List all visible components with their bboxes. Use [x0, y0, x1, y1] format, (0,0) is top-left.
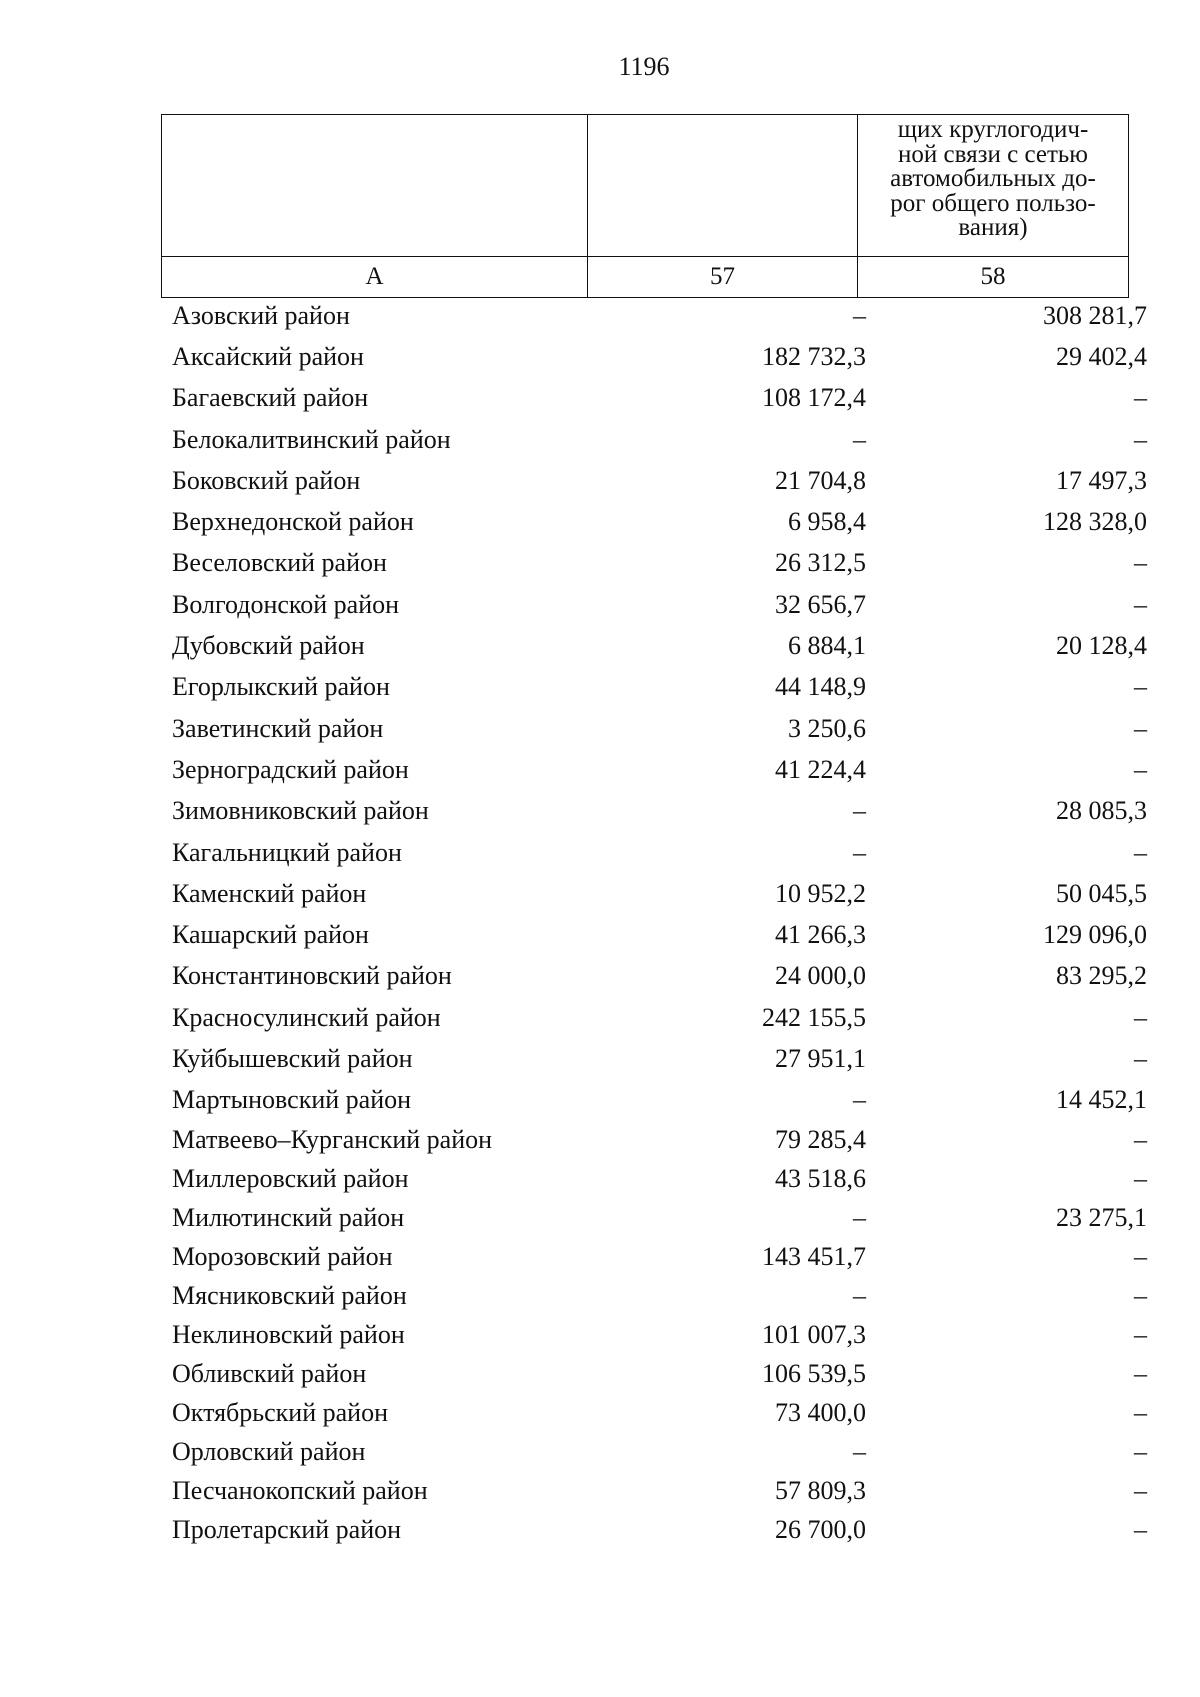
value-58: 50 045,5: [1056, 878, 1147, 908]
table-row: [161, 460, 1159, 501]
table-row: [161, 997, 1159, 1038]
value-58: –: [1134, 1398, 1147, 1428]
value-57: 41 266,3: [775, 920, 866, 950]
table-row: [161, 667, 1159, 708]
header-cell-empty: [162, 115, 588, 257]
table-row: [161, 1038, 1159, 1079]
value-58: –: [1134, 713, 1147, 743]
district-name: Мартыновский район: [172, 1085, 412, 1115]
table-row: [161, 501, 1159, 542]
district-name: Зимовниковский район: [172, 796, 429, 826]
value-58: –: [1134, 424, 1147, 454]
table-row: [161, 1080, 1159, 1121]
value-57: 26 700,0: [775, 1515, 866, 1545]
description-line: ной связи с сетью: [898, 140, 1088, 168]
district-name: Верхнедонской район: [172, 507, 414, 537]
value-58: 23 275,1: [1056, 1203, 1147, 1233]
table-row: [161, 791, 1159, 832]
header-cell-empty: [588, 115, 858, 257]
district-name: Пролетарский район: [172, 1515, 402, 1545]
value-57: 32 656,7: [775, 589, 866, 619]
table-row: [161, 1433, 1159, 1472]
value-57: –: [853, 796, 866, 826]
table-row: [161, 873, 1159, 914]
table-row: [161, 1121, 1159, 1160]
district-name: Октябрьский район: [172, 1398, 388, 1428]
value-57: 106 539,5: [762, 1359, 866, 1389]
column-58-description: [858, 118, 1128, 241]
district-name: Кашарский район: [172, 920, 369, 950]
value-57: 182 732,3: [762, 341, 866, 371]
district-name: Дубовский район: [172, 631, 365, 661]
column-number-a: А: [162, 257, 588, 298]
table-row: [161, 749, 1159, 790]
value-57: 43 518,6: [775, 1164, 866, 1194]
table-row: [161, 543, 1159, 584]
data-table: [161, 295, 1159, 1550]
value-58: 17 497,3: [1056, 465, 1147, 495]
table-row: [161, 1472, 1159, 1511]
value-58: –: [1134, 1515, 1147, 1545]
value-58: –: [1134, 1242, 1147, 1272]
description-line: рог общего пользо-: [890, 189, 1096, 217]
header-cell-description: [858, 115, 1129, 257]
value-58: –: [1134, 1002, 1147, 1032]
table-row: [161, 378, 1159, 419]
district-name: Зерноградский район: [172, 754, 409, 784]
value-57: –: [853, 300, 866, 330]
district-name: Матвеево–Курганский район: [172, 1125, 493, 1155]
value-57: 44 148,9: [775, 672, 866, 702]
table-row: [161, 914, 1159, 955]
value-57: 57 809,3: [775, 1476, 866, 1506]
table-row: [161, 1160, 1159, 1199]
value-58: 308 281,7: [1043, 300, 1147, 330]
value-58: –: [1134, 1320, 1147, 1350]
value-58: –: [1134, 837, 1147, 867]
value-57: –: [853, 1085, 866, 1115]
table-row: [161, 625, 1159, 666]
district-name: Милютинский район: [172, 1203, 405, 1233]
value-57: –: [853, 1437, 866, 1467]
value-57: 101 007,3: [762, 1320, 866, 1350]
district-name: Кагальницкий район: [172, 837, 402, 867]
district-name: Константиновский район: [172, 961, 452, 991]
table-row: [161, 1277, 1159, 1316]
district-name: Обливский район: [172, 1359, 367, 1389]
value-57: –: [853, 1281, 866, 1311]
district-name: Аксайский район: [172, 341, 364, 371]
district-name: Каменский район: [172, 878, 367, 908]
value-57: 6 884,1: [788, 631, 866, 661]
district-name: Мясниковский район: [172, 1281, 407, 1311]
page-number: 1196: [618, 52, 670, 81]
value-57: 73 400,0: [775, 1398, 866, 1428]
district-name: Белокалитвинский район: [172, 424, 451, 454]
value-58: 28 085,3: [1056, 796, 1147, 826]
value-58: –: [1134, 1359, 1147, 1389]
value-57: –: [853, 424, 866, 454]
column-number-58: 58: [858, 257, 1129, 298]
table-header: [161, 114, 1129, 298]
value-58: –: [1134, 589, 1147, 619]
value-57: 41 224,4: [775, 754, 866, 784]
value-58: –: [1134, 754, 1147, 784]
value-58: –: [1134, 1476, 1147, 1506]
table-row: [161, 295, 1159, 336]
district-name: Багаевский район: [172, 383, 369, 413]
district-name: Песчанокопский район: [172, 1476, 428, 1506]
district-name: Веселовский район: [172, 548, 387, 578]
value-57: 24 000,0: [775, 961, 866, 991]
table-row: [161, 1355, 1159, 1394]
value-58: 29 402,4: [1056, 341, 1147, 371]
value-57: 27 951,1: [775, 1043, 866, 1073]
description-line: щих круглогодич-: [897, 116, 1089, 143]
district-name: Неклиновский район: [172, 1320, 405, 1350]
table-row: [161, 832, 1159, 873]
column-number-57: 57: [588, 257, 858, 298]
district-name: Красносулинский район: [172, 1002, 441, 1032]
description-line: автомобильных до-: [890, 165, 1096, 192]
value-57: –: [853, 837, 866, 867]
value-57: 79 285,4: [775, 1125, 866, 1155]
district-name: Орловский район: [172, 1437, 366, 1467]
value-58: –: [1134, 548, 1147, 578]
description-line: вания): [958, 214, 1028, 241]
value-58: –: [1134, 1043, 1147, 1073]
table-row: [161, 1316, 1159, 1355]
table-row: [161, 336, 1159, 377]
value-58: 20 128,4: [1056, 631, 1147, 661]
value-57: 10 952,2: [775, 878, 866, 908]
value-58: 14 452,1: [1056, 1085, 1147, 1115]
value-58: –: [1134, 383, 1147, 413]
value-57: 3 250,6: [788, 713, 866, 743]
value-58: 83 295,2: [1056, 961, 1147, 991]
table-row: [161, 708, 1159, 749]
district-name: Куйбышевский район: [172, 1043, 413, 1073]
value-57: –: [853, 1203, 866, 1233]
value-57: 108 172,4: [762, 383, 866, 413]
value-58: –: [1134, 672, 1147, 702]
district-name: Волгодонской район: [172, 589, 400, 619]
district-name: Боковский район: [172, 465, 361, 495]
value-58: 129 096,0: [1043, 920, 1147, 950]
value-57: 26 312,5: [775, 548, 866, 578]
table-row: [161, 1511, 1159, 1550]
value-57: 6 958,4: [788, 507, 866, 537]
value-57: 242 155,5: [762, 1002, 866, 1032]
value-58: –: [1134, 1437, 1147, 1467]
table-row: [161, 1199, 1159, 1238]
district-name: Морозовский район: [172, 1242, 393, 1272]
district-name: Егорлыкский район: [172, 672, 390, 702]
value-57: 21 704,8: [775, 465, 866, 495]
value-58: 128 328,0: [1043, 507, 1147, 537]
value-58: –: [1134, 1164, 1147, 1194]
table-row: [161, 584, 1159, 625]
district-name: Азовский район: [172, 300, 350, 330]
value-57: 143 451,7: [762, 1242, 866, 1272]
district-name: Заветинский район: [172, 713, 384, 743]
district-name: Миллеровский район: [172, 1164, 409, 1194]
table-row: [161, 1238, 1159, 1277]
value-58: –: [1134, 1125, 1147, 1155]
table-row: [161, 419, 1159, 460]
table-row: [161, 956, 1159, 997]
value-58: –: [1134, 1281, 1147, 1311]
table-row: [161, 1394, 1159, 1433]
